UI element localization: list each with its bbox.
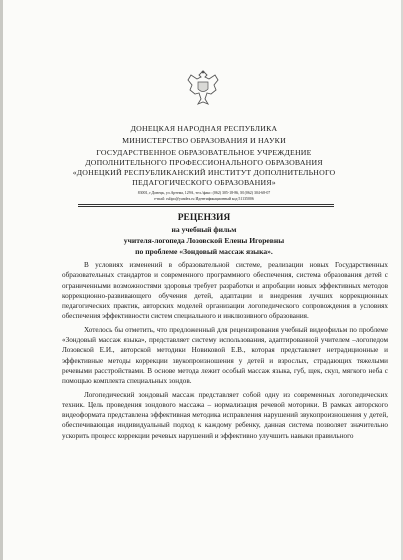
document-body (62, 260, 388, 444)
document-title: РЕЦЕНЗИЯ (177, 213, 231, 223)
letterhead-institution-level: ДОПОЛНИТЕЛЬНОГО ПРОФЕССИОНАЛЬНОГО ОБРАЗОВАНИЯ (85, 158, 323, 167)
body-paragraph-1: В условиях изменений в образовательной системе, реализации новых Государственных образовательных стандартов и современного программного обеспечения, система образования детей с ограниченными возможностями здоровья требует разработки и апробации новых эффективных методов коррекционно-развивающего обучения детей, адаптации и внедрения лучших коррекционных педагогических практик, авторских моделей организации логопедического сопровождения в условиях обеспечения эффективности систем специального и инклюзивного образования. (62, 261, 388, 321)
scan-edge-left (0, 0, 3, 560)
letterhead-ministry: МИНИСТЕРСТВО ОБРАЗОВАНИЯ И НАУКИ (122, 136, 286, 145)
letterhead-institution-type: ГОСУДАРСТВЕННОЕ ОБРАЗОВАТЕЛЬНОЕ УЧРЕЖДЕНИЕ (96, 148, 312, 157)
letterhead-republic: ДОНЕЦКАЯ НАРОДНАЯ РЕСПУБЛИКА (130, 124, 278, 133)
letterhead-institution-name: «ДОНЕЦКИЙ РЕСПУБЛИКАНСКИЙ ИНСТИТУТ ДОПОЛНИТЕЛЬНОГО (72, 168, 336, 177)
body-paragraph-2: Хотелось бы отметить, что предложенный для рецензирования учебный видеофильм по проблеме «Зондовый массаж языка», представляет систему использования, адаптированной учителем –логопедом Лозовской Е.И., авторской методики Новиковой Е.В., которая представляет нетрадиционные и эффективные методы коррекции звукопроизношения у детей и взрослых, страдающих тяжелыми речевыми расстройствами. В основе метода лежит особый массаж языка, губ, щек, скул, мягкого неба с помощью комплекта специальных зондов. (62, 325, 388, 386)
document-subtitle-film: на учебный фильм (171, 225, 237, 234)
letterhead-address: 83001, г.Донецк, ул.Артема, 129А, тел./факс: (062) 305-18-86, М (062) 304-68-07 (137, 191, 271, 195)
letterhead-email: e-mail: rulipo@yandex.ru Идентификационный код 51135006 (154, 197, 254, 201)
coat-of-arms-emblem (185, 68, 221, 108)
letterhead-rule-second (78, 206, 334, 207)
letterhead-rule (78, 204, 334, 205)
document-subtitle-author: учителя-логопеда Лозовской Елены Игоревны (123, 236, 285, 245)
letterhead-institution-name-cont: ПЕДАГОГИЧЕСКОГО ОБРАЗОВАНИЯ» (132, 178, 276, 187)
body-paragraph-3: Логопедический зондовый массаж представляет собой одну из современных логопедических техник. Цель проведения зондового массажа – нормализация речевой моторики. В рамках авторского видеоформата представлена эффективная методика исправления нарушений звукопроизношения у детей, обеспечивающая индивидуальный подход к каждому ребенку, данная система позволяет значительно ускорить процесс коррекции речевых нарушений и эффективно улучшить навыки правильного (62, 390, 388, 440)
document-subtitle-topic: по проблеме «Зондовый массаж языка». (135, 247, 273, 256)
